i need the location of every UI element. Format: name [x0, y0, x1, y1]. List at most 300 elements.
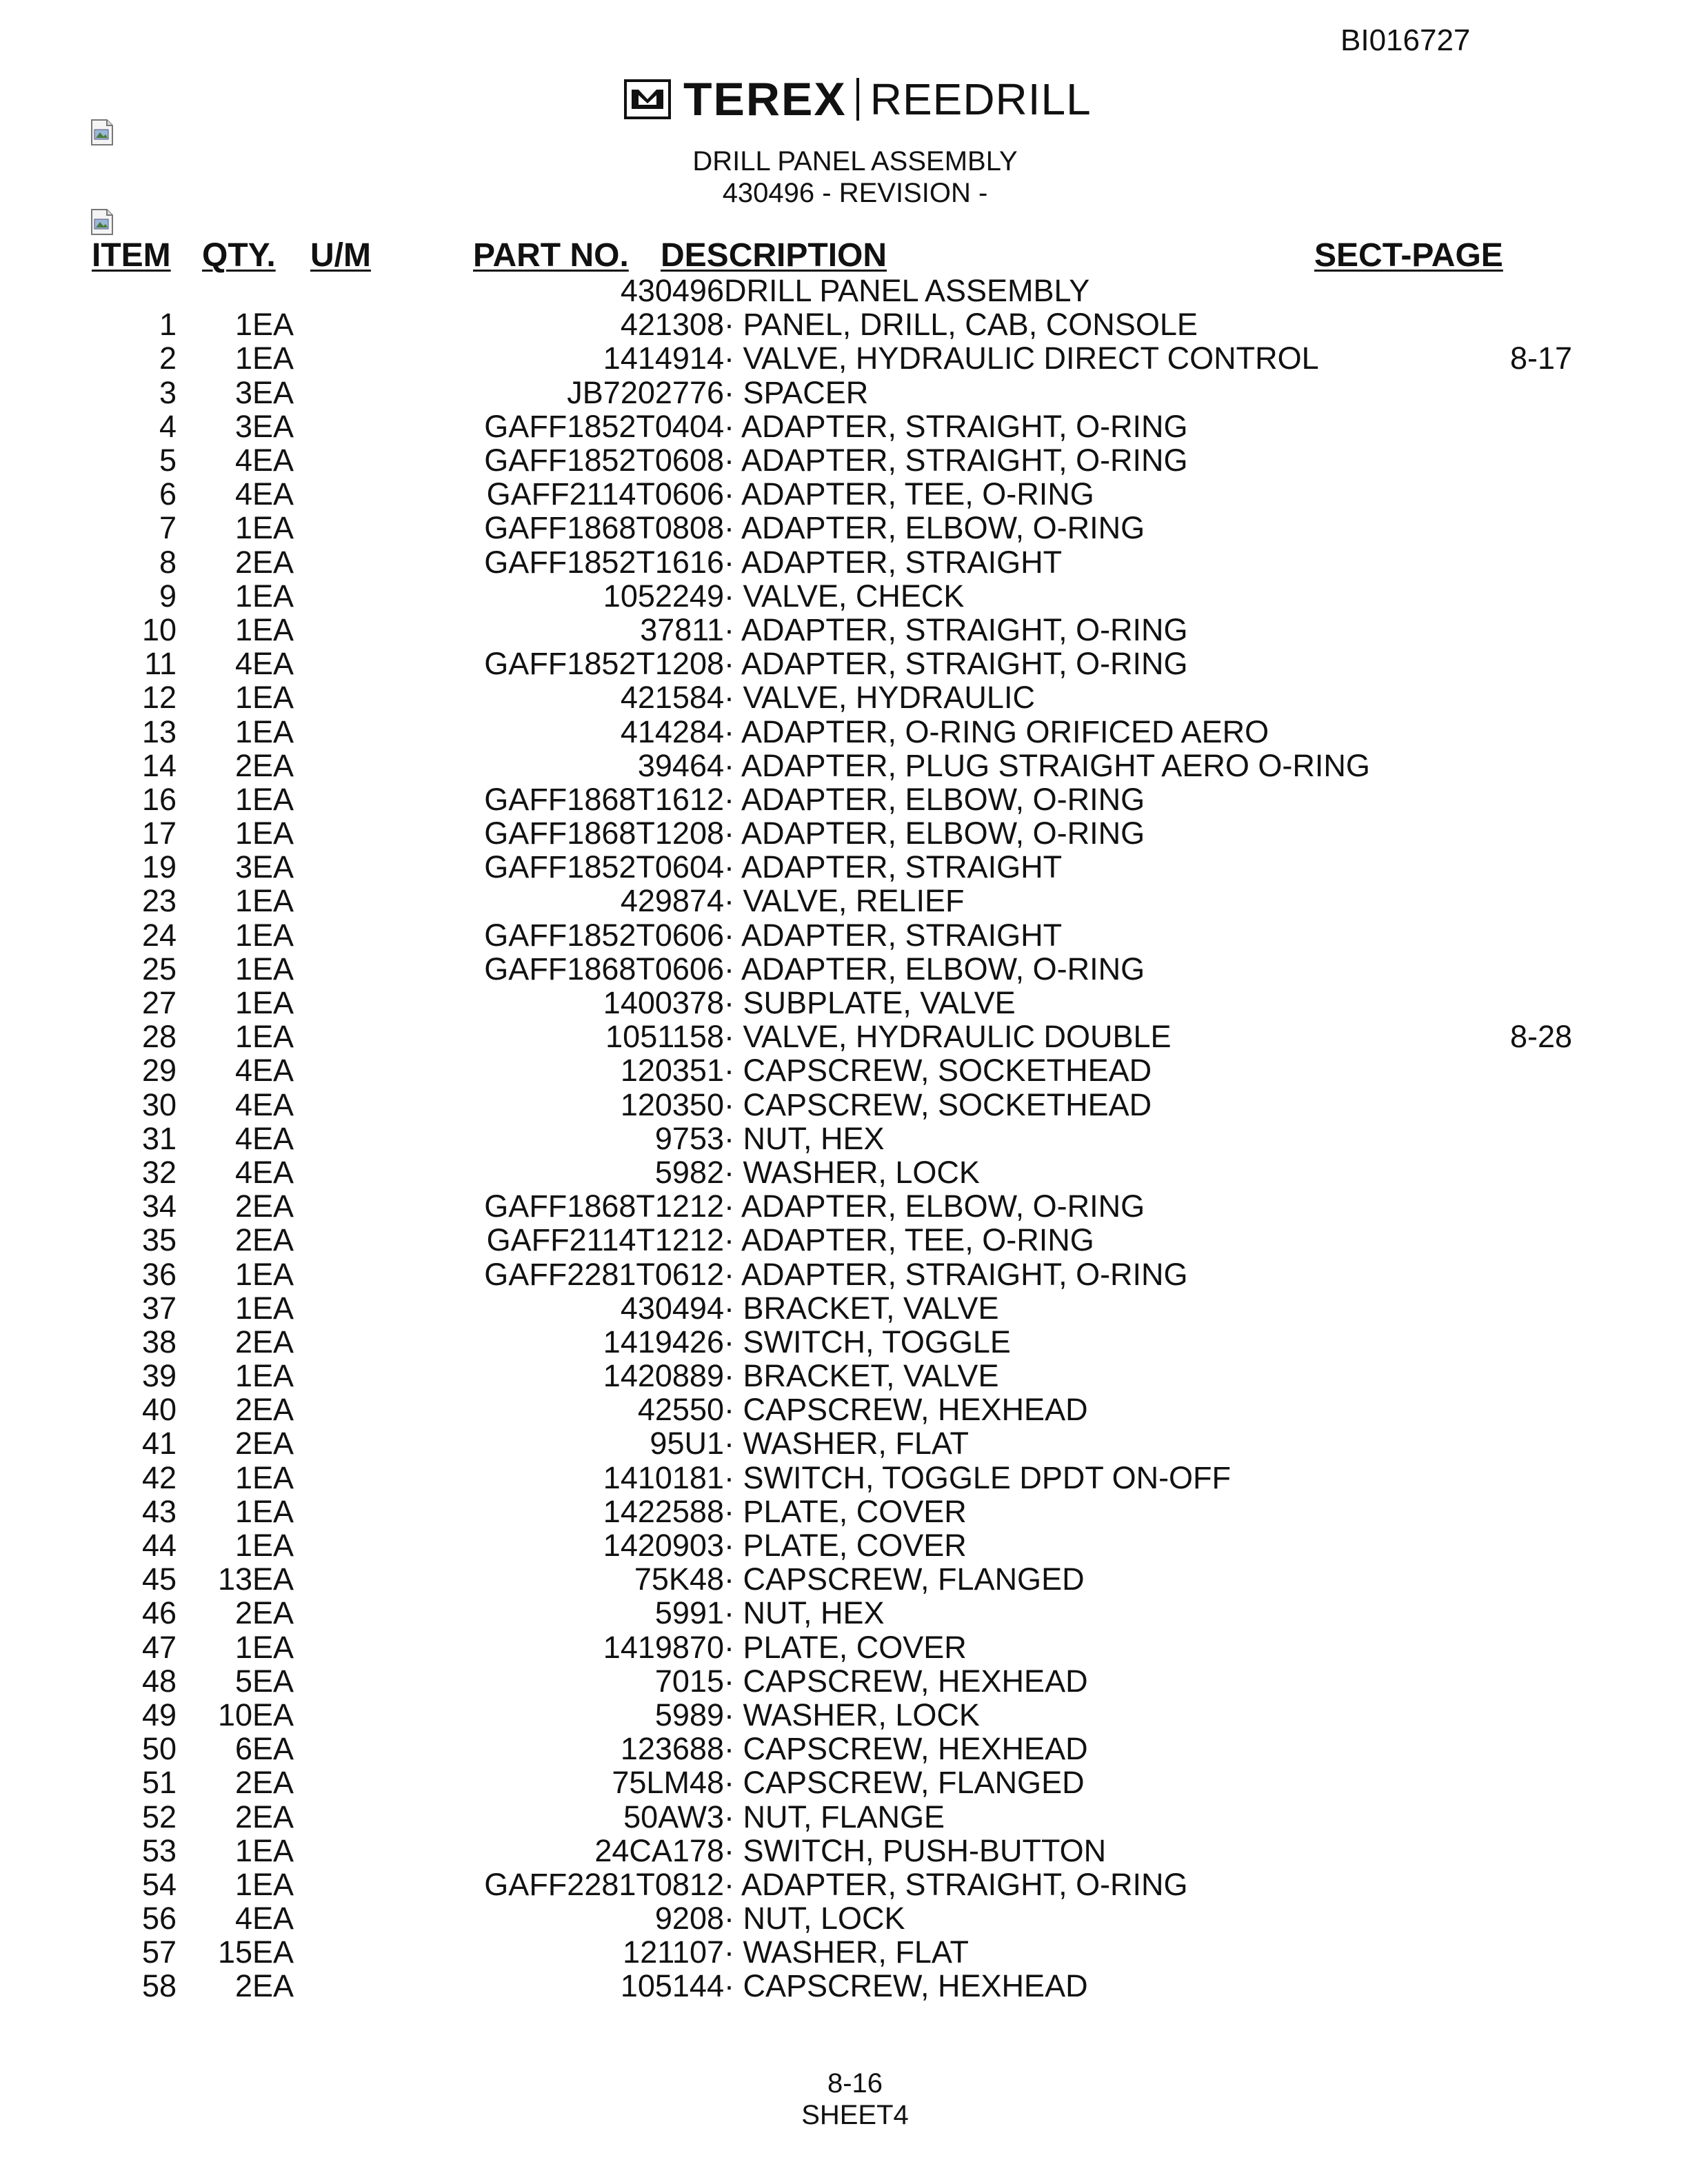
item-number-cell: 37: [141, 1290, 177, 1326]
part-number-cell: JB7202776: [567, 374, 724, 410]
sect-page-cell: [1486, 986, 1596, 1020]
quantity-cell: 4: [234, 443, 252, 478]
part-number-cell: GAFF2281T0612: [484, 1256, 724, 1292]
quantity-cell: 2: [234, 1392, 252, 1428]
description-cell: · ADAPTER, STRAIGHT, O-RING: [724, 1256, 1188, 1292]
description-cell: · ADAPTER, STRAIGHT: [724, 849, 1063, 885]
description-cell: · CAPSCREW, SOCKETHEAD: [724, 1053, 1152, 1089]
item-number-cell: 31: [141, 1120, 177, 1156]
table-row: [90, 477, 1596, 511]
part-number-cell: 95U1: [650, 1426, 724, 1462]
table-row: [90, 1426, 1596, 1460]
quantity-cell: 2: [234, 1765, 252, 1801]
sheet-label: SHEET4: [801, 2100, 909, 2130]
quantity-cell: 13: [217, 1561, 252, 1597]
sect-page-cell: [1486, 1766, 1596, 1799]
item-number-cell: 13: [141, 714, 177, 749]
sect-page-cell: [1486, 884, 1596, 918]
unit-cell: EA: [252, 1053, 294, 1089]
table-row: [90, 1359, 1596, 1393]
part-number-cell: 421584: [620, 680, 724, 716]
item-number-cell: 52: [141, 1799, 177, 1834]
unit-cell: EA: [252, 1697, 294, 1732]
description-cell: · CAPSCREW, FLANGED: [724, 1765, 1085, 1801]
part-number-cell: GAFF1852T0608: [484, 443, 724, 478]
item-number-cell: 5: [159, 443, 177, 478]
sect-page-cell: [1486, 749, 1596, 782]
sect-page-cell: [1486, 850, 1596, 884]
item-number-cell: 49: [141, 1697, 177, 1732]
part-number-cell: 105144: [620, 1968, 724, 2004]
description-cell: · CAPSCREW, FLANGED: [724, 1561, 1085, 1597]
sect-page-cell: [1486, 376, 1596, 410]
quantity-cell: 4: [234, 1120, 252, 1156]
part-number-cell: GAFF1868T1612: [484, 781, 724, 817]
table-row: [90, 1461, 1596, 1495]
sect-page-cell: [1486, 579, 1596, 613]
item-number-cell: 30: [141, 1086, 177, 1122]
table-row: [90, 376, 1596, 410]
item-number-cell: 50: [141, 1731, 177, 1767]
unit-cell: EA: [252, 1595, 294, 1631]
description-cell: · SWITCH, TOGGLE DPDT ON-OFF: [724, 1459, 1232, 1495]
item-number-cell: 56: [141, 1901, 177, 1937]
quantity-cell: 1: [234, 1493, 252, 1529]
quantity-cell: 2: [234, 1595, 252, 1631]
unit-cell: EA: [252, 747, 294, 783]
description-cell: · ADAPTER, TEE, O-RING: [724, 476, 1094, 512]
sect-page-cell: [1486, 613, 1596, 647]
sect-page-cell: [1486, 1088, 1596, 1122]
part-number-cell: 1400378: [603, 985, 724, 1021]
description-cell: · PLATE, COVER: [724, 1493, 967, 1529]
table-row: [90, 1020, 1596, 1053]
unit-cell: EA: [252, 408, 294, 444]
table-row: [90, 1257, 1596, 1291]
part-number-cell: 1410181: [603, 1459, 724, 1495]
quantity-cell: 1: [234, 917, 252, 953]
quantity-cell: 4: [234, 1901, 252, 1937]
description-cell: · ADAPTER, STRAIGHT, O-RING: [724, 611, 1188, 647]
quantity-cell: 1: [234, 714, 252, 749]
part-number-cell: 42550: [637, 1392, 724, 1428]
quantity-cell: 1: [234, 951, 252, 987]
description-cell: · VALVE, HYDRAULIC DIRECT CONTROL: [724, 341, 1319, 376]
description-cell: · ADAPTER, STRAIGHT, O-RING: [724, 646, 1188, 682]
part-number-cell: 39464: [637, 747, 724, 783]
unit-cell: EA: [252, 1561, 294, 1597]
sect-page-cell: [1486, 477, 1596, 511]
quantity-cell: 1: [234, 816, 252, 851]
table-row: [90, 1495, 1596, 1528]
item-number-cell: 3: [159, 374, 177, 410]
item-number-cell: 45: [141, 1561, 177, 1597]
part-number-cell: 37811: [640, 611, 724, 647]
quantity-cell: 3: [234, 849, 252, 885]
quantity-cell: 2: [234, 747, 252, 783]
unit-cell: EA: [252, 1189, 294, 1224]
table-row: [90, 1901, 1596, 1935]
description-cell: DRILL PANEL ASSEMBLY: [724, 273, 1090, 309]
sect-page-cell: [1486, 1461, 1596, 1495]
sect-page-cell: [1486, 1426, 1596, 1460]
table-row: [90, 1122, 1596, 1155]
parts-table: [90, 274, 1596, 2003]
item-number-cell: 51: [141, 1765, 177, 1801]
unit-cell: EA: [252, 1358, 294, 1394]
part-number-cell: 75LM48: [612, 1765, 724, 1801]
description-cell: · WASHER, LOCK: [724, 1697, 980, 1732]
unit-cell: EA: [252, 646, 294, 682]
header-item: ITEM: [92, 237, 171, 274]
sect-page-cell: 8-17: [1509, 341, 1573, 376]
unit-cell: EA: [252, 1799, 294, 1834]
quantity-cell: 15: [217, 1934, 252, 1970]
description-cell: · BRACKET, VALVE: [724, 1358, 999, 1394]
table-row: [90, 341, 1596, 375]
unit-cell: EA: [252, 307, 294, 343]
unit-cell: EA: [252, 1663, 294, 1699]
page-number: 8-16: [827, 2068, 883, 2099]
unit-cell: EA: [252, 917, 294, 953]
part-number-cell: GAFF1852T1616: [484, 544, 724, 580]
quantity-cell: 1: [234, 1866, 252, 1902]
unit-cell: EA: [252, 1120, 294, 1156]
table-row: [90, 1223, 1596, 1257]
table-row: [90, 749, 1596, 782]
table-row: [90, 545, 1596, 579]
sect-page-cell: [1486, 1901, 1596, 1935]
table-row: [90, 443, 1596, 477]
item-number-cell: 7: [159, 510, 177, 546]
table-row: [90, 1935, 1596, 1969]
unit-cell: EA: [252, 1934, 294, 1970]
quantity-cell: 3: [234, 374, 252, 410]
sect-page-cell: [1486, 1393, 1596, 1426]
table-row: [90, 1969, 1596, 2003]
table-row: [90, 1528, 1596, 1562]
quantity-cell: 1: [234, 781, 252, 817]
part-number-cell: GAFF1868T0606: [484, 951, 724, 987]
part-number-cell: 1414914: [603, 341, 724, 376]
description-cell: · CAPSCREW, HEXHEAD: [724, 1968, 1088, 2004]
part-number-cell: 429874: [620, 883, 724, 919]
document-icon[interactable]: [90, 119, 114, 146]
item-number-cell: 10: [141, 611, 177, 647]
part-number-cell: 5989: [654, 1697, 724, 1732]
table-row: [90, 680, 1596, 714]
table-row: [90, 918, 1596, 952]
item-number-cell: 34: [141, 1189, 177, 1224]
item-number-cell: 57: [141, 1934, 177, 1970]
item-number-cell: 14: [141, 747, 177, 783]
item-number-cell: 41: [141, 1426, 177, 1462]
unit-cell: EA: [252, 1731, 294, 1767]
table-row: [90, 1393, 1596, 1426]
part-number-cell: 7015: [654, 1663, 724, 1699]
unit-cell: EA: [252, 1392, 294, 1428]
part-number-cell: 430496: [620, 273, 724, 309]
table-row: [90, 1868, 1596, 1901]
item-number-cell: 28: [141, 1019, 177, 1055]
item-number-cell: 35: [141, 1222, 177, 1258]
part-number-cell: GAFF1868T0808: [484, 510, 724, 546]
table-row: [90, 1596, 1596, 1630]
unit-cell: EA: [252, 1222, 294, 1258]
sect-page-cell: [1486, 1528, 1596, 1562]
quantity-cell: 1: [234, 341, 252, 376]
description-cell: · NUT, HEX: [724, 1595, 885, 1631]
item-number-cell: 4: [159, 408, 177, 444]
sect-page-cell: [1486, 1053, 1596, 1087]
description-cell: · VALVE, HYDRAULIC: [724, 680, 1035, 716]
part-number-cell: 430494: [620, 1290, 724, 1326]
quantity-cell: 1: [234, 1528, 252, 1564]
item-number-cell: 6: [159, 476, 177, 512]
description-cell: · ADAPTER, O-RING ORIFICED AERO: [724, 714, 1269, 749]
quantity-cell: 2: [234, 1968, 252, 2004]
sect-page-cell: [1486, 680, 1596, 714]
description-cell: · CAPSCREW, HEXHEAD: [724, 1663, 1088, 1699]
unit-cell: EA: [252, 1866, 294, 1902]
unit-cell: EA: [252, 951, 294, 987]
unit-cell: EA: [252, 1765, 294, 1801]
table-row: [90, 850, 1596, 884]
table-row: [90, 274, 1596, 307]
sect-page-cell: [1486, 1630, 1596, 1664]
description-cell: · ADAPTER, ELBOW, O-RING: [724, 816, 1145, 851]
part-number-cell: 120350: [620, 1086, 724, 1122]
quantity-cell: 3: [234, 408, 252, 444]
quantity-cell: 10: [217, 1697, 252, 1732]
quantity-cell: 1: [234, 510, 252, 546]
table-row: [90, 1291, 1596, 1325]
part-number-cell: 421308: [620, 307, 724, 343]
quantity-cell: 1: [234, 1358, 252, 1394]
item-number-cell: 16: [141, 781, 177, 817]
unit-cell: EA: [252, 544, 294, 580]
brand-name: TEREX: [683, 73, 847, 125]
table-row: [90, 613, 1596, 647]
sect-page-cell: [1486, 1935, 1596, 1969]
quantity-cell: 2: [234, 1799, 252, 1834]
quantity-cell: 4: [234, 1053, 252, 1089]
part-number-cell: 123688: [620, 1731, 724, 1767]
part-number-cell: 1419426: [603, 1324, 724, 1359]
description-cell: · SUBPLATE, VALVE: [724, 985, 1016, 1021]
unit-cell: EA: [252, 849, 294, 885]
table-row: [90, 1630, 1596, 1664]
description-cell: · SWITCH, TOGGLE: [724, 1324, 1011, 1359]
part-number-cell: GAFF1852T0604: [484, 849, 724, 885]
quantity-cell: 1: [234, 1290, 252, 1326]
table-row: [90, 647, 1596, 680]
sect-page-cell: [1486, 1495, 1596, 1528]
item-number-cell: 48: [141, 1663, 177, 1699]
quantity-cell: 4: [234, 1154, 252, 1190]
unit-cell: EA: [252, 1629, 294, 1665]
logo-divider: [856, 78, 859, 121]
quantity-cell: 4: [234, 1086, 252, 1122]
table-row: [90, 1088, 1596, 1122]
sect-page-cell: [1486, 1223, 1596, 1257]
item-number-cell: 42: [141, 1459, 177, 1495]
sect-page-cell: [1486, 647, 1596, 680]
description-cell: · ADAPTER, PLUG STRAIGHT AERO O-RING: [724, 747, 1370, 783]
description-cell: · ADAPTER, ELBOW, O-RING: [724, 510, 1145, 546]
part-number-cell: 1422588: [603, 1493, 724, 1529]
quantity-cell: 2: [234, 1222, 252, 1258]
table-row: [90, 1698, 1596, 1732]
item-number-cell: 19: [141, 849, 177, 885]
description-cell: · VALVE, HYDRAULIC DOUBLE: [724, 1019, 1172, 1055]
part-number-cell: 5991: [654, 1595, 724, 1631]
table-row: [90, 1732, 1596, 1766]
description-cell: · PANEL, DRILL, CAB, CONSOLE: [724, 307, 1198, 343]
sect-page-cell: [1486, 1799, 1596, 1833]
description-cell: · CAPSCREW, HEXHEAD: [724, 1731, 1088, 1767]
part-number-cell: GAFF1852T0606: [484, 917, 724, 953]
sect-page-cell: [1486, 782, 1596, 816]
sect-page-cell: [1486, 1325, 1596, 1359]
part-number-cell: 9753: [654, 1120, 724, 1156]
quantity-cell: 5: [234, 1663, 252, 1699]
sect-page-cell: [1486, 1969, 1596, 2003]
sect-page-cell: [1486, 1732, 1596, 1766]
item-number-cell: 1: [159, 307, 177, 343]
item-number-cell: 54: [141, 1866, 177, 1902]
unit-cell: EA: [252, 611, 294, 647]
unit-cell: EA: [252, 680, 294, 716]
item-number-cell: [90, 274, 177, 307]
part-number-cell: 24CA178: [594, 1832, 724, 1868]
sect-page-cell: [1486, 1359, 1596, 1393]
part-number-cell: 9208: [654, 1901, 724, 1937]
brand-subname: REEDRILL: [870, 74, 1092, 124]
description-cell: · WASHER, FLAT: [724, 1426, 969, 1462]
quantity-cell: 1: [234, 1019, 252, 1055]
description-cell: · WASHER, FLAT: [724, 1934, 969, 1970]
table-row: [90, 986, 1596, 1020]
quantity-cell: 4: [234, 476, 252, 512]
table-row: [90, 782, 1596, 816]
item-number-cell: 36: [141, 1256, 177, 1292]
unit-cell: EA: [252, 578, 294, 614]
table-row: [90, 1155, 1596, 1189]
description-cell: · SWITCH, PUSH-BUTTON: [724, 1832, 1107, 1868]
table-row: [90, 952, 1596, 986]
description-cell: · PLATE, COVER: [724, 1629, 967, 1665]
quantity-cell: 1: [234, 1629, 252, 1665]
unit-cell: EA: [252, 374, 294, 410]
sect-page-cell: [1486, 545, 1596, 579]
sect-page-cell: [1486, 274, 1596, 307]
item-number-cell: 27: [141, 985, 177, 1021]
table-row: [90, 1766, 1596, 1799]
quantity-cell: 2: [234, 1189, 252, 1224]
item-number-cell: 29: [141, 1053, 177, 1089]
terex-logo-icon: [624, 79, 671, 119]
unit-cell: EA: [252, 510, 294, 546]
brand-logo: [624, 74, 1092, 124]
item-number-cell: 12: [141, 680, 177, 716]
sect-page-cell: [1486, 714, 1596, 748]
unit-cell: EA: [252, 1154, 294, 1190]
part-number-cell: GAFF1868T1212: [484, 1189, 724, 1224]
description-cell: · ADAPTER, STRAIGHT: [724, 917, 1063, 953]
item-number-cell: 32: [141, 1154, 177, 1190]
description-cell: · CAPSCREW, SOCKETHEAD: [724, 1086, 1152, 1122]
sect-page-cell: [1486, 1291, 1596, 1325]
quantity-cell: 1: [234, 1832, 252, 1868]
quantity-cell: 2: [234, 1324, 252, 1359]
item-number-cell: 2: [159, 341, 177, 376]
part-number-cell: 50AW3: [623, 1799, 724, 1834]
quantity-cell: [177, 274, 252, 307]
part-number-cell: 1420903: [603, 1528, 724, 1564]
table-row: [90, 1664, 1596, 1698]
description-cell: · ADAPTER, STRAIGHT, O-RING: [724, 443, 1188, 478]
quantity-cell: 1: [234, 883, 252, 919]
table-row: [90, 884, 1596, 918]
unit-cell: EA: [252, 1901, 294, 1937]
part-number-cell: GAFF2114T0606: [486, 476, 724, 512]
quantity-cell: 1: [234, 1256, 252, 1292]
unit-cell: EA: [252, 1459, 294, 1495]
quantity-cell: 1: [234, 307, 252, 343]
unit-cell: EA: [252, 714, 294, 749]
header-part-no: PART NO.: [473, 237, 629, 274]
sect-page-cell: 8-28: [1509, 1019, 1573, 1055]
description-cell: · PLATE, COVER: [724, 1528, 967, 1564]
description-cell: · ADAPTER, STRAIGHT, O-RING: [724, 1866, 1188, 1902]
unit-cell: EA: [252, 1256, 294, 1292]
unit-cell: EA: [252, 816, 294, 851]
unit-cell: EA: [252, 1324, 294, 1359]
table-row: [90, 410, 1596, 443]
table-row: [90, 714, 1596, 748]
unit-cell: EA: [252, 1290, 294, 1326]
description-cell: · BRACKET, VALVE: [724, 1290, 999, 1326]
document-icon[interactable]: [90, 208, 114, 236]
unit-cell: [252, 274, 386, 307]
part-number-cell: 75K48: [634, 1561, 724, 1597]
item-number-cell: 40: [141, 1392, 177, 1428]
part-number-cell: 5982: [654, 1154, 724, 1190]
sect-page-cell: [1486, 1664, 1596, 1698]
description-cell: · NUT, LOCK: [724, 1901, 905, 1937]
sect-page-cell: [1486, 952, 1596, 986]
sect-page-cell: [1486, 1189, 1596, 1223]
table-row: [90, 1325, 1596, 1359]
part-number-cell: GAFF1868T1208: [484, 816, 724, 851]
part-number-cell: 1052249: [603, 578, 724, 614]
sect-page-cell: [1486, 1834, 1596, 1868]
table-row: [90, 1799, 1596, 1833]
part-number-cell: 1051158: [605, 1019, 724, 1055]
part-number-cell: 414284: [620, 714, 724, 749]
item-number-cell: 44: [141, 1528, 177, 1564]
item-number-cell: 47: [141, 1629, 177, 1665]
sect-page-cell: [1486, 1257, 1596, 1291]
sect-page-cell: [1486, 918, 1596, 952]
sect-page-cell: [1486, 1698, 1596, 1732]
table-row: [90, 307, 1596, 341]
sect-page-cell: [1486, 816, 1596, 850]
table-row: [90, 1562, 1596, 1596]
sect-page-cell: [1486, 511, 1596, 545]
unit-cell: EA: [252, 883, 294, 919]
